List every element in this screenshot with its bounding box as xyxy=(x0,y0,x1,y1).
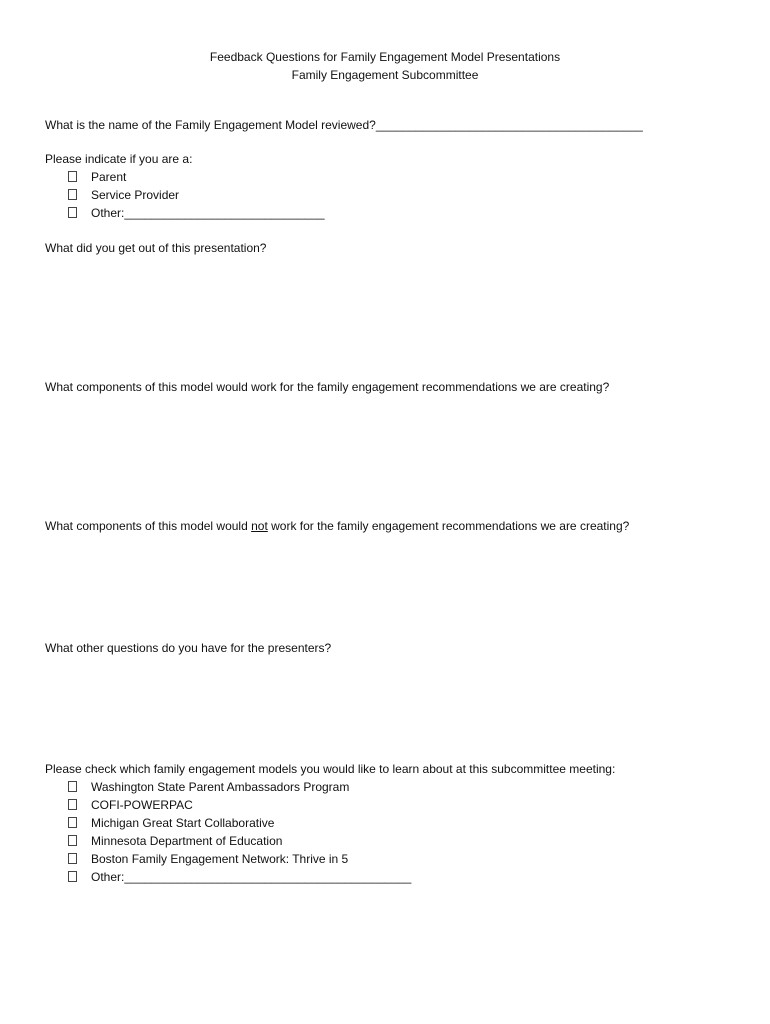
question-model-name xyxy=(45,117,643,133)
role-other-blank[interactable]: ______________________________ xyxy=(124,206,325,220)
question-components-not-work xyxy=(45,518,629,534)
document-subtitle: Family Engagement Subcommittee xyxy=(291,68,479,82)
model-option-cofi[interactable] xyxy=(68,797,193,813)
role-option-label: Service Provider xyxy=(91,188,180,202)
model-option-label: Minnesota Department of Education xyxy=(91,834,283,848)
document-title: Feedback Questions for Family Engagement Model Presentations xyxy=(209,50,561,64)
checkbox-washington[interactable] xyxy=(68,781,77,792)
model-option-label: COFI-POWERPAC xyxy=(91,798,193,812)
checkbox-cofi[interactable] xyxy=(68,799,77,810)
model-option-label: Michigan Great Start Collaborative xyxy=(91,816,275,830)
checkbox-boston[interactable] xyxy=(68,853,77,864)
model-option-michigan[interactable] xyxy=(68,815,274,831)
role-option-other[interactable] xyxy=(68,205,325,221)
checkbox-other-role[interactable] xyxy=(68,207,77,218)
question-takeaways: What did you get out of this presentation? xyxy=(45,241,267,255)
question-model-name-text: What is the name of the Family Engagement Model reviewed? xyxy=(45,118,376,132)
role-option-label: Parent xyxy=(91,170,127,184)
model-option-boston[interactable] xyxy=(68,851,348,867)
role-option-parent[interactable] xyxy=(68,169,126,185)
model-option-other[interactable] xyxy=(68,869,411,885)
question-components-work: What components of this model would work for the family engagement recommendations we are creating? xyxy=(45,380,610,394)
role-option-label: Other: xyxy=(91,206,125,220)
question-text-part: work for the family engagement recommendations we are creating? xyxy=(267,519,630,533)
checkbox-minnesota[interactable] xyxy=(68,835,77,846)
emphasis-not: not xyxy=(251,519,268,533)
model-option-washington[interactable] xyxy=(68,779,349,795)
model-other-blank[interactable]: ___________________________________________ xyxy=(124,870,412,884)
models-prompt: Please check which family engagement models you would like to learn about at this subcommittee meeting: xyxy=(45,762,616,776)
role-prompt: Please indicate if you are a: xyxy=(45,152,193,166)
checkbox-michigan[interactable] xyxy=(68,817,77,828)
model-option-label: Boston Family Engagement Network: Thrive in 5 xyxy=(91,852,349,866)
checkbox-other-model[interactable] xyxy=(68,871,77,882)
checkbox-parent[interactable] xyxy=(68,171,77,182)
model-option-label: Other: xyxy=(91,870,125,884)
document-header xyxy=(0,48,770,84)
checkbox-service-provider[interactable] xyxy=(68,189,77,200)
model-option-minnesota[interactable] xyxy=(68,833,282,849)
question-other-questions: What other questions do you have for the presenters? xyxy=(45,641,332,655)
question-text-part: What components of this model would xyxy=(45,519,252,533)
role-option-service-provider[interactable] xyxy=(68,187,179,203)
model-option-label: Washington State Parent Ambassadors Program xyxy=(91,780,350,794)
model-name-blank[interactable]: ________________________________________ xyxy=(375,118,643,132)
